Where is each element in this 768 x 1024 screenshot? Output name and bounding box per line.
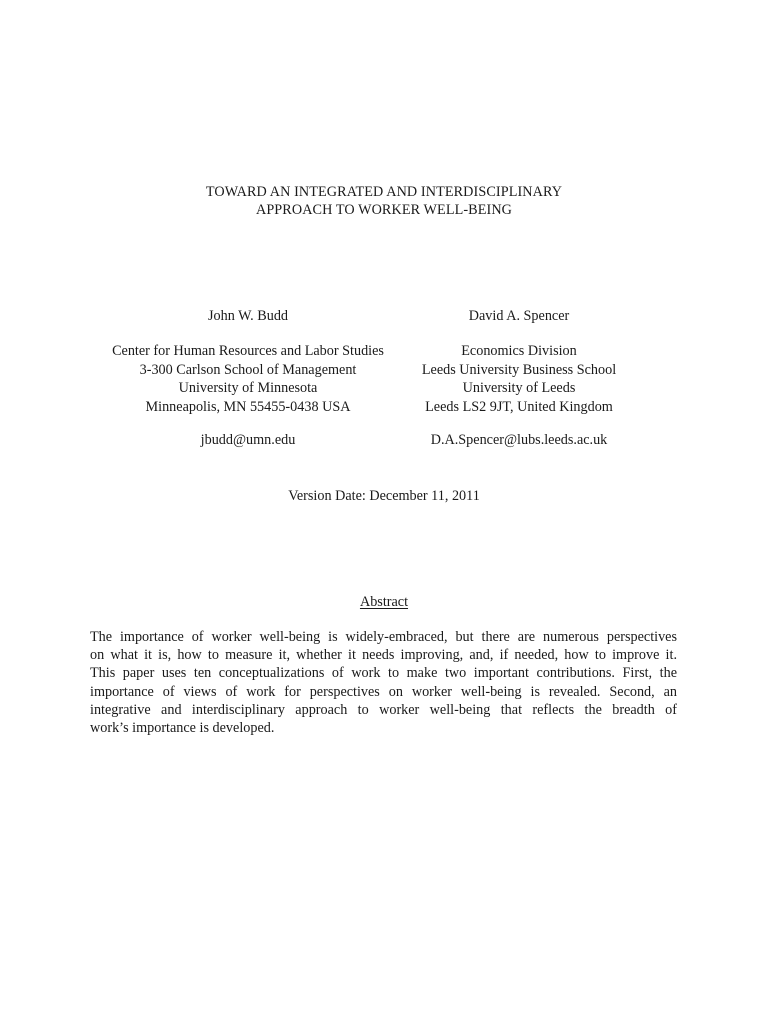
paper-title	[0, 183, 768, 219]
abstract-line: on what it is, how to measure it, whether it needs improving, and, if needed, how to improve it.	[90, 647, 677, 664]
abstract-heading	[0, 593, 768, 611]
author-name: John W. Budd	[207, 308, 289, 324]
abstract-line: importance of views of work for perspectives on worker well-being is revealed. Second, an	[90, 683, 677, 700]
affiliation-line: University of Leeds	[462, 380, 576, 396]
abstract-line: The importance of worker well-being is widely-embraced, but there are numerous perspectives	[90, 629, 677, 645]
affiliation-line: Minneapolis, MN 55455-0438 USA	[145, 398, 351, 415]
affiliation-line: 3-300 Carlson School of Management	[139, 361, 357, 378]
author-email: D.A.Spencer@lubs.leeds.ac.uk	[430, 432, 608, 448]
abstract-line: work’s importance is developed.	[90, 719, 275, 736]
title-line-2: APPROACH TO WORKER WELL-BEING	[255, 202, 513, 218]
affiliation-line: Leeds University Business School	[421, 361, 617, 378]
affiliation-line: Economics Division	[461, 343, 577, 359]
author-name: David A. Spencer	[468, 308, 570, 324]
affiliation-line: University of Minnesota	[178, 380, 318, 396]
abstract-line: integrative and interdisciplinary approach to worker well-being that reflects the breadth of	[90, 701, 677, 718]
author-affiliation	[349, 342, 689, 416]
abstract-heading-text: Abstract	[359, 594, 409, 610]
abstract-body	[90, 628, 677, 737]
abstract-line: This paper uses ten conceptualizations of work to make two important contributions. First, the	[90, 665, 677, 682]
version-date: Version Date: December 11, 2011	[288, 488, 480, 504]
affiliation-line: Leeds LS2 9JT, United Kingdom	[425, 398, 613, 415]
author-2	[349, 307, 689, 449]
author-email: jbudd@umn.edu	[200, 432, 296, 448]
affiliation-line: Center for Human Resources and Labor Studies	[112, 343, 384, 359]
title-line-1: TOWARD AN INTEGRATED AND INTERDISCIPLINARY	[205, 184, 563, 200]
